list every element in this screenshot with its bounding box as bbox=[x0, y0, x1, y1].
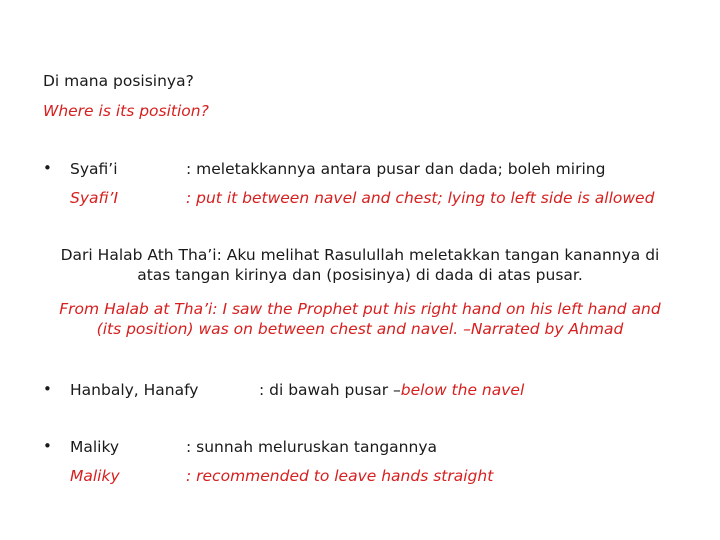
hadith-en-line2: (its position) was on between chest and navel. –Narrated by Ahmad bbox=[96, 320, 624, 338]
bullet-syafii: • bbox=[43, 159, 52, 177]
desc-syafii-id: : meletakkannya antara pusar dan dada; boleh miring bbox=[186, 160, 606, 178]
hadith-en bbox=[40, 299, 680, 339]
question-en: Where is its position? bbox=[43, 102, 209, 120]
name-maliky-id: Maliky bbox=[70, 438, 120, 456]
name-hanbaly: Hanbaly, Hanafy bbox=[70, 381, 199, 399]
desc-hanbaly bbox=[259, 380, 524, 400]
desc-maliky-en: : recommended to leave hands straight bbox=[186, 467, 494, 485]
hadith-id bbox=[40, 245, 680, 285]
question-id: Di mana posisinya? bbox=[43, 72, 194, 90]
name-maliky-en: Maliky bbox=[70, 467, 120, 485]
desc-hanbaly-en: below the navel bbox=[400, 381, 525, 399]
name-syafii-en: Syafi’I bbox=[70, 189, 119, 207]
hadith-id-line1: Dari Halab Ath Tha’i: Aku melihat Rasulullah meletakkan tangan kanannya di bbox=[60, 246, 660, 264]
desc-hanbaly-id: : di bawah pusar – bbox=[259, 381, 401, 399]
name-syafii-id: Syafi’i bbox=[70, 160, 118, 178]
desc-maliky-id: : sunnah meluruskan tangannya bbox=[186, 438, 437, 456]
bullet-maliky: • bbox=[43, 437, 52, 455]
bullet-hanbaly: • bbox=[43, 380, 52, 398]
hadith-en-line1: From Halab at Tha’i: I saw the Prophet put his right hand on his left hand and bbox=[59, 300, 661, 318]
hadith-id-line2: atas tangan kirinya dan (posisinya) di dada di atas pusar. bbox=[137, 266, 583, 284]
desc-syafii-en: : put it between navel and chest; lying to left side is allowed bbox=[186, 189, 655, 207]
